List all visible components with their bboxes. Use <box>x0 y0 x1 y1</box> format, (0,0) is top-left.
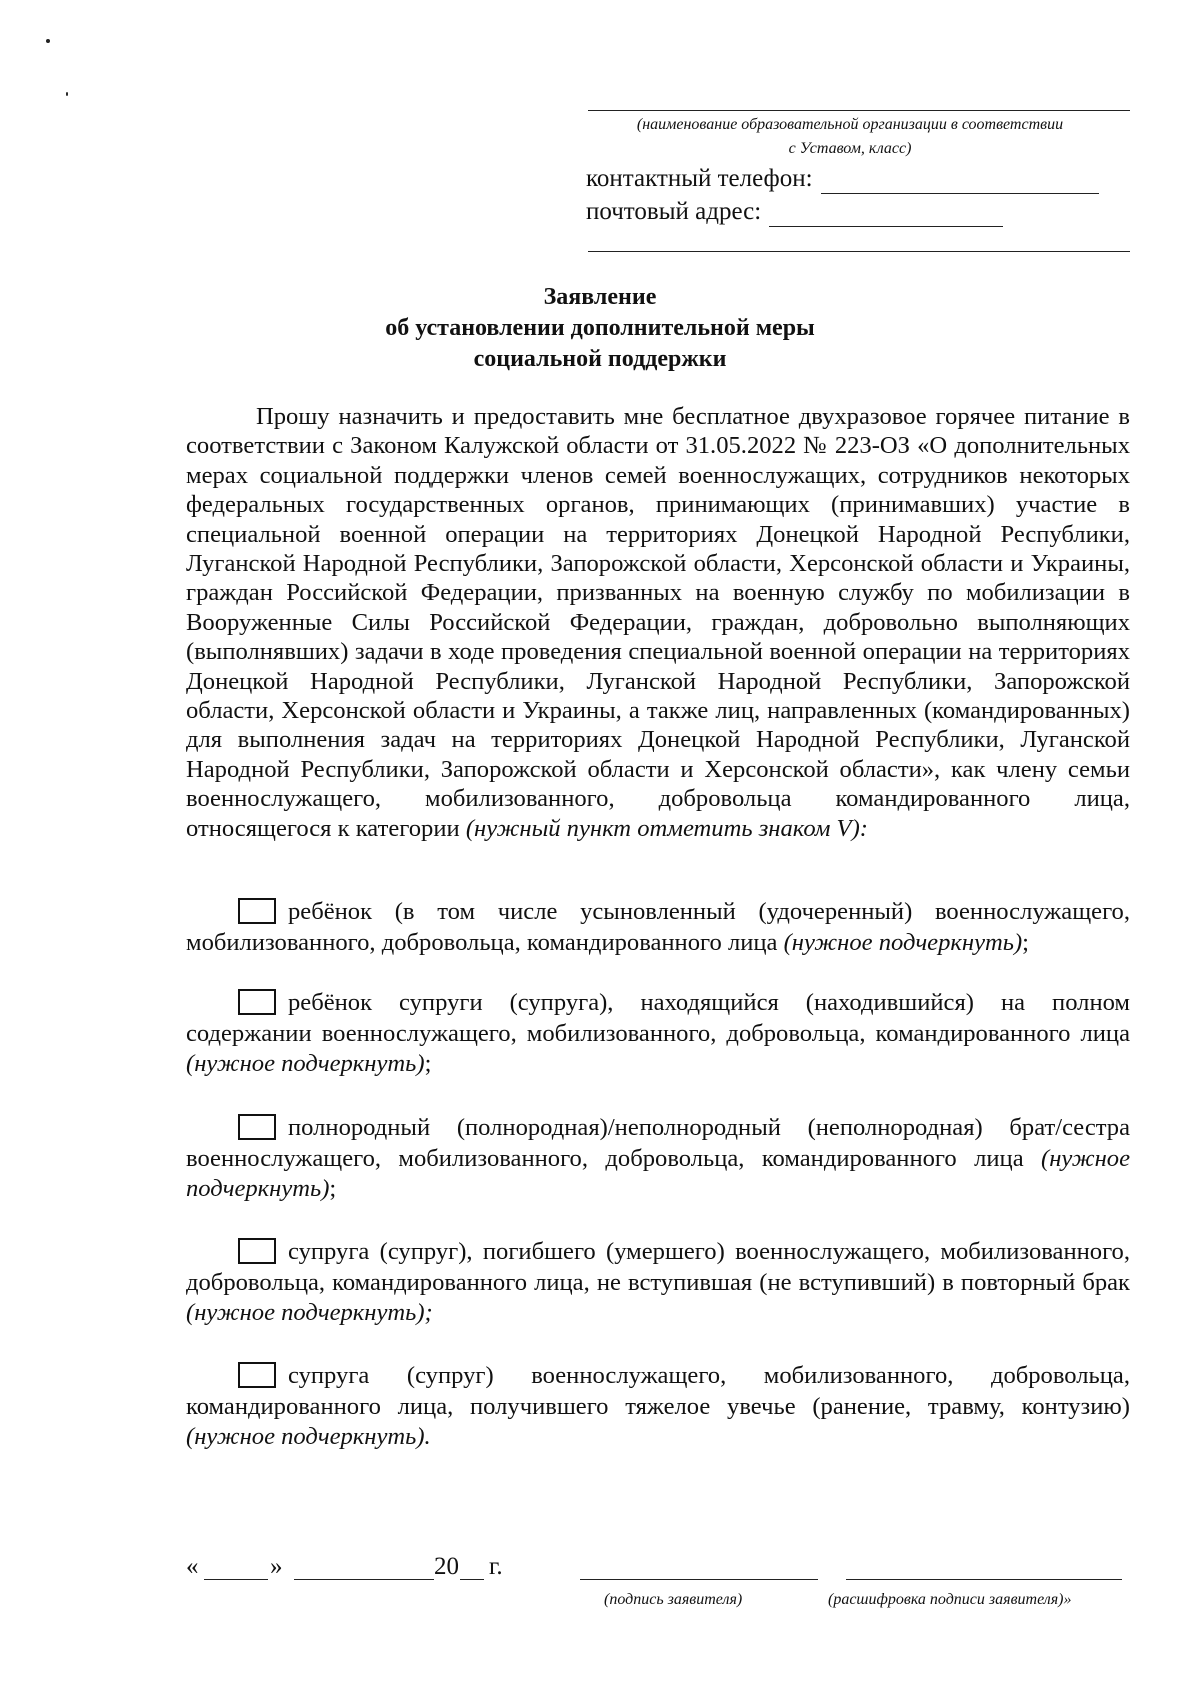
request-paragraph <box>186 402 1130 843</box>
scan-speck <box>46 39 50 43</box>
option-note: (нужное подчеркнуть) <box>186 1144 1130 1202</box>
contact-phone-field[interactable] <box>821 169 1099 194</box>
postal-address-field-line2[interactable] <box>588 251 1130 252</box>
signature-field[interactable] <box>580 1579 818 1580</box>
option-end: ; <box>329 1175 337 1202</box>
organization-caption-line1: (наименование образовательной организации в соответствии <box>636 116 1064 133</box>
option-note: (нужное подчеркнуть); <box>186 1299 433 1326</box>
title-line2: об установлении дополнительной меры <box>385 315 815 341</box>
date-month-field[interactable] <box>294 1579 434 1580</box>
request-text: Прошу назначить и предоставить мне бесплатное двухразовое горячее питание в соответствии с Законом Калужской области от 31.05.2022 № 223-ОЗ «О дополнительных мерах социальной поддержки членов семей военнослужащих, сотрудников некоторых федеральных государственных органов, принимающих (принимавших) участие в специальной военной операции на территориях Донецкой Народной Республики, Луганской Народной Республики, Запорожской области, Херсонской области и Украины, граждан Российской Федерации, призванных на военную службу по мобилизации в Вооруженные Силы Российской Федерации, граждан, добровольно выполняющих (выполнявших) задачи в ходе проведения специальной военной операции на территориях Донецкой Народной Республики, Луганской Народной Республики, Запорожской области, Херсонской области и Украины, а также лиц, направленных (командированных) для выполнения задач на территориях Донецкой Народной Республики, Луганской Народной Республики, Запорожской области и Херсонской области», как члену семьи военнослужащего, мобилизованного, добровольца командированного лица, относящегося к категории <box>186 403 1130 842</box>
option-text: супруга (супруг), погибшего (умершего) военнослужащего, мобилизованного, добровольца, командированного лица, не вступившая (не вступивший) в повторный брак <box>186 1238 1130 1296</box>
postal-address-row <box>586 197 1003 227</box>
postal-address-label: почтовый адрес: <box>586 198 762 225</box>
date-year-prefix: 20 <box>434 1553 459 1580</box>
option-sibling <box>186 1113 1130 1205</box>
option-end: ; <box>1022 928 1030 956</box>
organization-caption <box>580 113 1120 161</box>
contact-phone-label: контактный телефон: <box>586 165 813 192</box>
document-title <box>260 282 940 375</box>
option-text: ребёнок (в том числе усыновленный (удочеренный) военнослужащего, мобилизованного, добровольца, командированного лица <box>186 898 1130 956</box>
option-text: супруга (супруг) военнослужащего, мобилизованного, добровольца, командированного лица, получившего тяжелое увечье (ранение, травму, контузию) <box>186 1362 1130 1420</box>
option-text: полнородный (полнородная)/неполнородный (неполнородная) брат/сестра военнослужащего, мобилизованного, добровольца, командированного лица <box>186 1114 1130 1172</box>
option-note: (нужное подчеркнуть) <box>783 928 1023 956</box>
option-stepchild <box>186 988 1130 1080</box>
option-checkbox[interactable] <box>238 1362 276 1388</box>
option-spouse-injured <box>186 1361 1130 1453</box>
signature-caption: (подпись заявителя) <box>604 1591 743 1608</box>
date-open-quote: « <box>186 1553 199 1580</box>
organization-caption-line2: с Уставом, класс) <box>788 140 912 157</box>
date-year-field[interactable] <box>460 1579 484 1580</box>
date-signature-row <box>186 1548 1146 1582</box>
option-checkbox[interactable] <box>238 1238 276 1264</box>
date-day-field[interactable] <box>204 1579 268 1580</box>
option-checkbox[interactable] <box>238 1114 276 1140</box>
title-line1: Заявление <box>543 284 657 310</box>
option-checkbox[interactable] <box>238 989 276 1015</box>
signature-decoding-field[interactable] <box>846 1579 1122 1580</box>
postal-address-field[interactable] <box>769 202 1003 227</box>
scan-speck <box>66 92 68 96</box>
date-year-suffix: г. <box>489 1553 503 1580</box>
option-note: (нужное подчеркнуть) <box>186 1050 425 1077</box>
contact-phone-row <box>586 164 1099 194</box>
option-widow <box>186 1237 1130 1329</box>
request-note: (нужный пункт отметить знаком V): <box>465 814 868 842</box>
date-close-quote: » <box>270 1553 283 1580</box>
option-child <box>186 897 1130 958</box>
option-note: (нужное подчеркнуть). <box>186 1423 431 1450</box>
option-end: ; <box>424 1050 432 1077</box>
signature-decoding-caption: (расшифровка подписи заявителя)» <box>828 1591 1072 1608</box>
title-line3: социальной поддержки <box>473 346 727 372</box>
option-text: ребёнок супруги (супруга), находящийся (находившийся) на полном содержании военнослужащего, мобилизованного, добровольца, командированного лица <box>186 989 1130 1047</box>
organization-name-field[interactable] <box>588 110 1130 111</box>
option-checkbox[interactable] <box>238 898 276 924</box>
